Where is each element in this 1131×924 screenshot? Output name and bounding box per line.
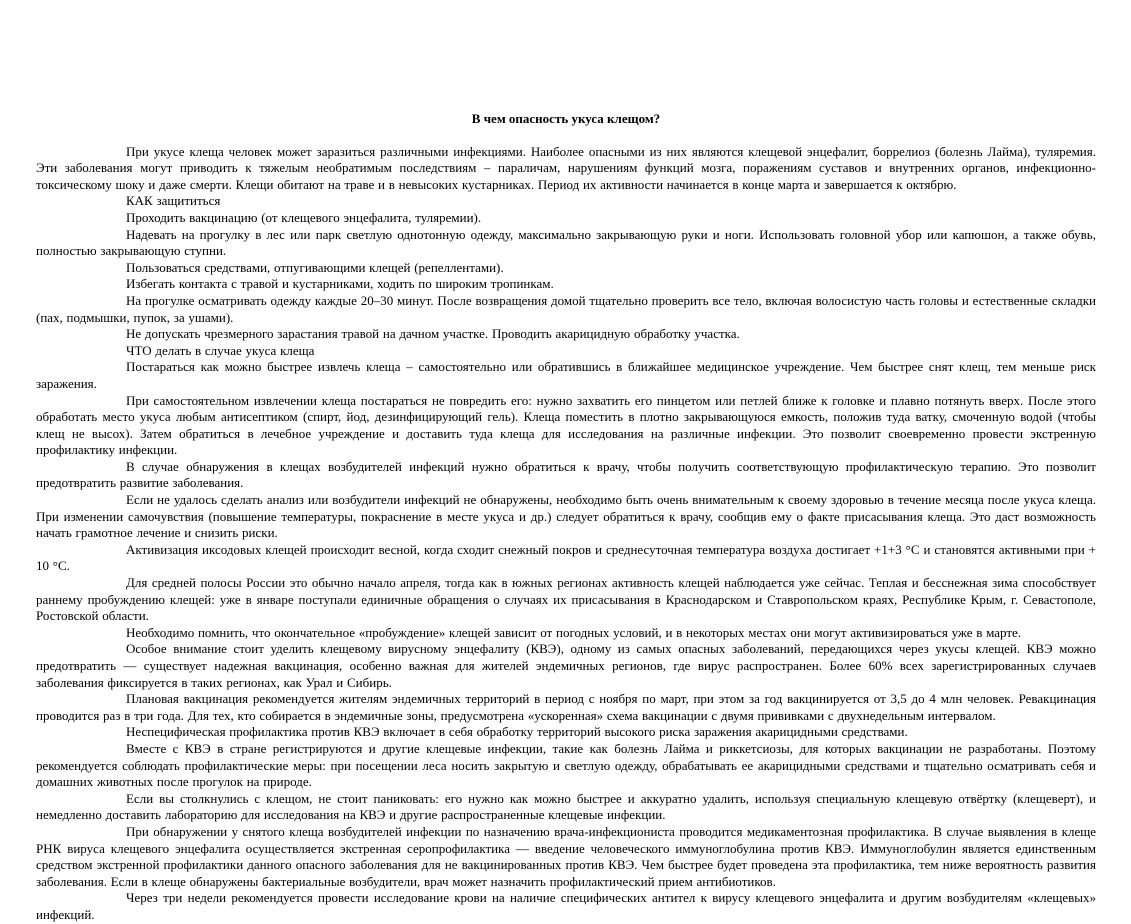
paragraph: Для средней полосы России это обычно начало апреля, тогда как в южных регионах активность клещей наблюдается уже сейчас. Теплая и бесснежная зима способствует раннему пробуждению клещей: уже в январе поступали единичные обращения о случаях их присасывания в Краснодарском и Ставропольском краях, Республике Крым, г. Севастополе, Ростовской области.	[36, 575, 1096, 624]
paragraph: Проходить вакцинацию (от клещевого энцефалита, туляремии).	[126, 209, 482, 225]
paragraph: Постараться как можно быстрее извлечь клеща – самостоятельно или обратившись в ближайшее медицинское учреждение. Чем быстрее снят клещ, тем меньше риск заражения.	[36, 359, 1096, 391]
paragraph: На прогулке осматривать одежду каждые 20–30 минут. После возвращения домой тщательно проверить все тело, включая волосистую часть головы и естественные складки (пах, подмышки, пупок, за ушами).	[36, 292, 1096, 325]
paragraph: Пользоваться средствами, отпугивающими клещей (репеллентами).	[126, 259, 504, 275]
paragraph: Если не удалось сделать анализ или возбудители инфекций не обнаружены, необходимо быть очень внимательным к своему здоровью в течение месяца после укуса клеща. При изменении самочувствия (повышение температуры, покраснение в месте укуса и др.) следует обратиться к врачу, сообщив ему о факте присасывания клеща. Это даст возможность начать грамотное лечение и снизить риски.	[36, 492, 1096, 541]
page-title: В чем опасность укуса клещом?	[471, 111, 661, 126]
paragraph: Плановая вакцинация рекомендуется жителям эндемичных территорий в период с ноября по март, при этом за год вакцинируется от 3,5 до 4 млн человек. Ревакцинация проводится раз в три года. Для тех, кто собирается в эндемичные зоны, предусмотрена «ускоренная» схема вакцинации с двумя прививками с двухнедельным интервалом.	[36, 691, 1096, 723]
paragraph: Неспецифическая профилактика против КВЭ включает в себя обработку территорий высокого риска заражения акарицидными средствами.	[126, 724, 908, 740]
paragraph: При обнаружении у снятого клеща возбудителей инфекции по назначению врача-инфекциониста проводится медикаментозная профилактика. В случае выявления в клеще РНК вируса клещевого энцефалита осуществляется экстренная серопрофилактика — введение человеческого иммуноглобулина против КВЭ. Иммуноглобулин является единственным средством экстренной профилактики данного опасного заболевания для не вакцинированных против КВЭ. Чем быстрее будет проведена эта профилактика, тем ниже вероятность развития заболевания. Если в клеще обнаружены бактериальные возбудители, врач может назначить профилактический прием антибиотиков.	[36, 823, 1096, 889]
paragraph: При укусе клеща человек может заразиться различными инфекциями. Наиболее опасными из них являются клещевой энцефалит, боррелиоз (болезнь Лайма), туляремия. Эти заболевания могут приводить к тяжелым необратимым последствиям – параличам, нарушениям функций мозга, поражениям суставов и внутренних органов, инфекционно-токсическому шоку и даже смерти. Клещи обитают на траве и в невысоких кустарниках. Период их активности начинается в конце марта и завершается к октябрю.	[36, 143, 1096, 192]
paragraph: Избегать контакта с травой и кустарниками, ходить по широким тропинкам.	[126, 276, 554, 292]
paragraph: Не допускать чрезмерного зарастания травой на дачном участке. Проводить акарицидную обработку участка.	[126, 326, 740, 342]
paragraph: Вместе с КВЭ в стране регистрируются и другие клещевые инфекции, такие как болезнь Лайма и риккетсиозы, для которых вакцинации не разработаны. Поэтому рекомендуется соблюдать профилактические меры: при посещении леса носить закрытую и светлую одежду, обрабатывать ее акарицидными средствами и тщательно осматривать себя и домашних животных после прогулок на природе.	[36, 740, 1096, 790]
paragraph: Особое внимание стоит уделить клещевому вирусному энцефалиту (КВЭ), одному из самых опасных заболеваний, передающихся через укусы клещей. КВЭ можно предотвратить — существует надежная вакцинация, особенно важная для жителей эндемичных регионов, где вирус распространен. Более 60% всех зарегистрированных случаев заболевания фиксируется в таких регионах, как Урал и Сибирь.	[36, 641, 1096, 690]
paragraph: При самостоятельном извлечении клеща постараться не повредить его: нужно захватить его пинцетом или петлей ближе к головке и плавно потянуть вверх. После этого обработать место укуса любым антисептиком (спирт, йод, дезинфицирующий гель). Клеща поместить в плотно закрывающуюся емкость, положив туда ватку, смоченную водой (чтобы клещ не высох). Затем обратиться в лечебное учреждение и доставить туда клеща для исследования на различные инфекции. Это позволит своевременно провести экстренную профилактику инфекции.	[36, 392, 1096, 458]
paragraph: В случае обнаружения в клещах возбудителей инфекций нужно обратиться к врачу, чтобы получить соответствующую профилактическую терапию. Это позволит предотвратить развитие заболевания.	[36, 458, 1096, 491]
section-heading-what-to-do: ЧТО делать в случае укуса клеща	[126, 342, 315, 358]
section-heading-how-to-protect: КАК защититься	[126, 193, 221, 209]
paragraph: Надевать на прогулку в лес или парк светлую однотонную одежду, максимально закрывающую руки и ноги. Использовать головной убор или капюшон, а также обувь, полностью закрывающую ступни.	[36, 226, 1096, 259]
paragraph: Необходимо помнить, что окончательное «пробуждение» клещей зависит от погодных условий, и в некоторых местах они могут активизироваться уже в марте.	[126, 624, 1022, 640]
paragraph: Активизация иксодовых клещей происходит весной, когда сходит снежный покров и среднесуточная температура воздуха достигает +1+3 °С и становятся активными при + 10 °С.	[36, 541, 1096, 574]
paragraph: Через три недели рекомендуется провести исследование крови на наличие специфических антител к вирусу клещевого энцефалита и другим возбудителям «клещевых» инфекций.	[36, 890, 1096, 922]
paragraph: Если вы столкнулись с клещом, не стоит паниковать: его нужно как можно быстрее и аккуратно удалить, используя специальную клещевую отвёртку (клещеверт), и немедленно доставить лабораторию для исследования на КВЭ и другие распространенные клещевые инфекции.	[36, 790, 1096, 823]
